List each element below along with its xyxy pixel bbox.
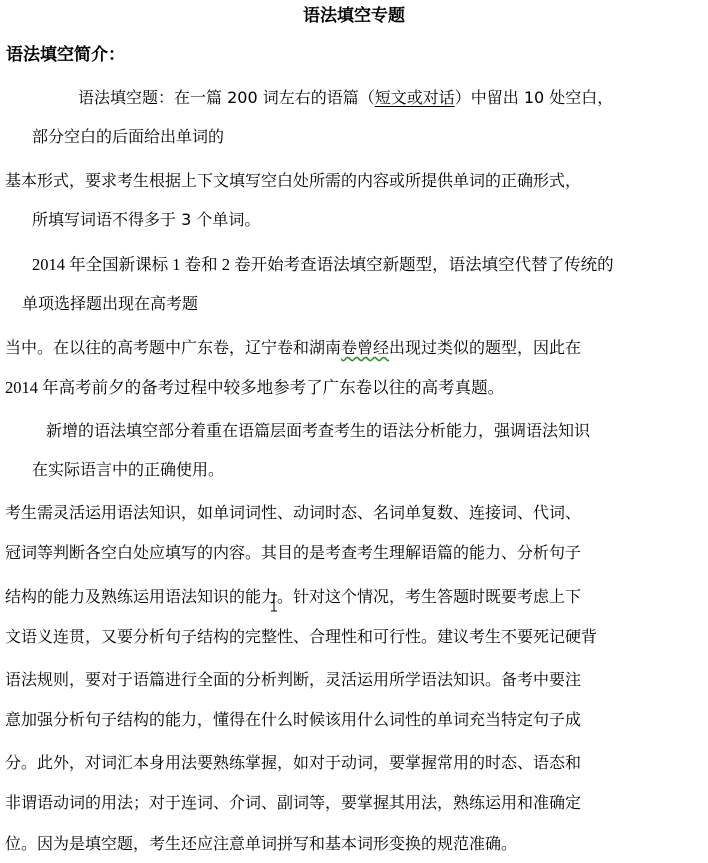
paragraph-line: 语法规则，要对于语篇进行全面的分析判断，灵活运用所学语法知识。备考中要注 [5,670,582,689]
paragraph-line: 在实际语言中的正确使用。 [32,460,225,479]
paragraph-line [78,86,613,110]
paragraph-line: 2014 年高考前夕的备考过程中较多地参考了广东卷以往的高考真题。 [5,378,505,397]
underlined-text: 短文或对话 [374,88,455,107]
text-cursor-icon [270,594,278,612]
paragraph-line: 2014 年全国新课标 1 卷和 2 卷开始考查语法填空新题型，语法填空代替了传统的 [32,255,614,274]
document-title: 语法填空专题 [303,6,405,26]
paragraph-text: 语法填空题：在一篇 200 词左右的语篇（ [78,88,375,107]
paragraph-line: 新增的语法填空部分着重在语篇层面考查考生的语法分析能力，强调语法知识 [46,421,591,440]
paragraph-line: 结构的能力及熟练运用语法知识的能力。针对这个情况，考生答题时既要考虑上下 [5,587,582,606]
paragraph-text: 出现过类似的题型，因此在 [389,338,582,357]
paragraph-line: 位。因为是填空题，考生还应注意单词拼写和基本词形变换的规范准确。 [5,834,518,853]
paragraph-line: 非谓语动词的用法；对于连词、介词、副词等，要掌握其用法，熟练运用和准确定 [5,793,582,812]
paragraph-line [5,336,581,360]
section-heading: 语法填空简介： [6,45,125,65]
paragraph-line: 冠词等判断各空白处应填写的内容。其目的是考查考生理解语篇的能力、分析句子 [5,543,582,562]
paragraph-line: 考生需灵活运用语法知识，如单词词性、动词时态、名词单复数、连接词、代词、 [5,503,582,522]
paragraph-text: ）中留出 10 处空白， [454,88,614,107]
paragraph-line: 意加强分析句子结构的能力，懂得在什么时候该用什么词性的单词充当特定句子成 [5,710,582,729]
paragraph-line: 部分空白的后面给出单词的 [32,127,225,146]
paragraph-line: 单项选择题出现在高考题 [22,294,199,313]
paragraph-line: 所填写词语不得多于 3 个单词。 [32,210,261,229]
paragraph-line: 分。此外，对词汇本身用法要熟练掌握，如对于动词，要掌握常用的时态、语态和 [5,753,582,772]
paragraph-line: 基本形式，要求考生根据上下文填写空白处所需的内容或所提供单词的正确形式， [5,171,582,190]
paragraph-line: 文语义连贯，又要分析句子结构的完整性、合理性和可行性。建议考生不要死记硬背 [5,627,598,646]
spellcheck-underlined-text: 卷曾经 [341,338,390,357]
paragraph-text: 当中。在以往的高考题中广东卷，辽宁卷和湖南 [5,338,342,357]
